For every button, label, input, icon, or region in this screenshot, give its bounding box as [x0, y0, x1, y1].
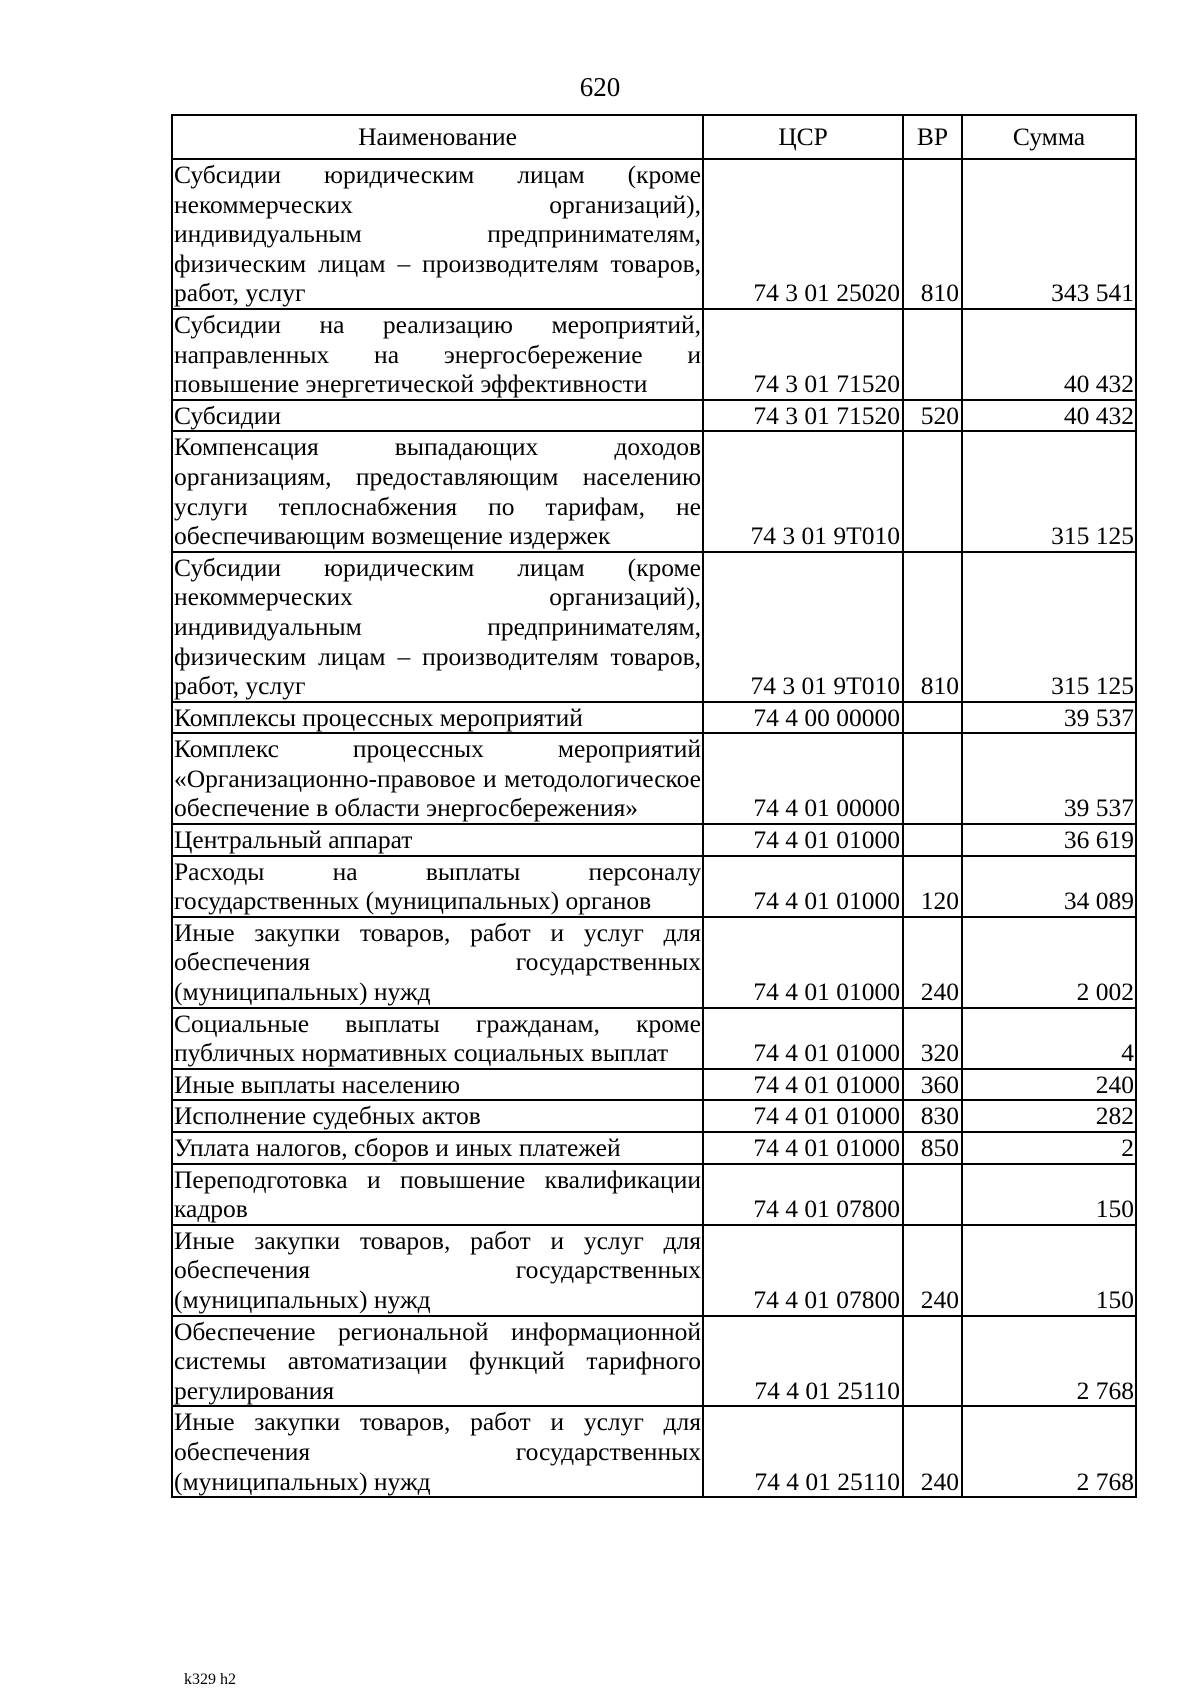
cell-vr: 830: [903, 1100, 962, 1132]
cell-sum: 4: [962, 1008, 1136, 1069]
cell-sum: 315 125: [962, 552, 1136, 702]
cell-vr: [903, 733, 962, 824]
table-row: [172, 702, 1136, 734]
column-header-csr: ЦСР: [703, 115, 903, 159]
cell-csr: 74 3 01 71520: [703, 400, 903, 432]
cell-name: Уплата налогов, сборов и иных платежей: [172, 1132, 703, 1164]
cell-name: Иные закупки товаров, работ и услуг для обеспечения государственных (муниципальных) нужд: [174, 1407, 701, 1496]
column-header-sum: Сумма: [962, 115, 1136, 159]
cell-name: Субсидии юридическим лицам (кроме некоммерческих организаций), индивидуальным предпринимателям, физическим лицам – производителям товаров, работ, услуг: [174, 552, 701, 701]
cell-sum: 2 768: [962, 1316, 1136, 1407]
table-row: [172, 1132, 1136, 1164]
table-row: [172, 1164, 1136, 1225]
cell-name: Исполнение судебных актов: [172, 1100, 703, 1132]
cell-name: Социальные выплаты гражданам, кроме публичных нормативных социальных выплат: [174, 1008, 701, 1068]
cell-name: Переподготовка и повышение квалификации кадров: [174, 1164, 701, 1224]
cell-vr: 320: [903, 1008, 962, 1069]
cell-vr: 120: [903, 856, 962, 917]
table-header: [172, 115, 1136, 159]
cell-csr: 74 4 00 00000: [703, 702, 903, 734]
cell-sum: 240: [962, 1069, 1136, 1101]
page-number: 620: [579, 72, 621, 102]
cell-sum: 282: [962, 1100, 1136, 1132]
cell-vr: [903, 309, 962, 400]
table-body: [172, 159, 1136, 1497]
cell-sum: 39 537: [962, 702, 1136, 734]
cell-sum: 34 089: [962, 856, 1136, 917]
cell-name: Расходы на выплаты персоналу государственных (муниципальных) органов: [174, 856, 701, 916]
cell-vr: 240: [903, 1225, 962, 1316]
cell-csr: 74 4 01 01000: [703, 1100, 903, 1132]
cell-name: Субсидии на реализацию мероприятий, направленных на энергосбережение и повышение энергетической эффективности: [174, 309, 701, 399]
cell-csr: 74 3 01 9Т010: [703, 431, 903, 551]
cell-sum: 150: [962, 1164, 1136, 1225]
table-row: [172, 309, 1136, 400]
cell-name: Комплекс процессных мероприятий «Организационно-правовое и методологическое обеспечение в области энергосбережения»: [174, 734, 701, 823]
cell-vr: 240: [903, 1406, 962, 1497]
table-row: [172, 856, 1136, 917]
cell-sum: 2 002: [962, 917, 1136, 1008]
cell-name: Иные закупки товаров, работ и услуг для обеспечения государственных (муниципальных) нужд: [174, 1225, 701, 1314]
table-row: [172, 1008, 1136, 1069]
cell-csr: 74 4 01 25110: [703, 1316, 903, 1407]
cell-vr: [903, 824, 962, 856]
cell-vr: [903, 1164, 962, 1225]
footer-code: k329 h2: [184, 1671, 236, 1688]
table-row: [172, 159, 1136, 309]
cell-name: Субсидии юридическим лицам (кроме некоммерческих организаций), индивидуальным предпринимателям, физическим лицам – производителям товаров, работ, услуг: [174, 160, 701, 308]
table-row: [172, 824, 1136, 856]
cell-csr: 74 4 01 01000: [703, 1132, 903, 1164]
cell-sum: 40 432: [962, 400, 1136, 432]
cell-name: Комплексы процессных мероприятий: [172, 702, 703, 734]
cell-sum: 40 432: [962, 309, 1136, 400]
cell-sum: 2: [962, 1132, 1136, 1164]
cell-vr: 810: [903, 552, 962, 702]
cell-csr: 74 4 01 01000: [703, 824, 903, 856]
cell-name: Центральный аппарат: [172, 824, 703, 856]
table-row: [172, 1225, 1136, 1316]
table-row: [172, 552, 1136, 702]
cell-name: Иные выплаты населению: [172, 1069, 703, 1101]
cell-csr: 74 4 01 07800: [703, 1164, 903, 1225]
cell-sum: 315 125: [962, 431, 1136, 551]
table-row: [172, 917, 1136, 1008]
cell-csr: 74 4 01 01000: [703, 856, 903, 917]
cell-csr: 74 3 01 9Т010: [703, 552, 903, 702]
cell-csr: 74 4 01 07800: [703, 1225, 903, 1316]
cell-name: Иные закупки товаров, работ и услуг для обеспечения государственных (муниципальных) нужд: [174, 917, 701, 1007]
budget-table: [171, 114, 1137, 1498]
cell-csr: 74 3 01 71520: [703, 309, 903, 400]
cell-name: Обеспечение региональной информационной системы автоматизации функций тарифного регулирования: [174, 1316, 701, 1405]
cell-vr: 810: [903, 159, 962, 309]
cell-csr: 74 3 01 25020: [703, 159, 903, 309]
cell-name: Компенсация выпадающих доходов организациям, предоставляющим населению услуги теплоснабжения по тарифам, не обеспечивающим возмещение издержек: [174, 432, 701, 551]
cell-csr: 74 4 01 01000: [703, 917, 903, 1008]
cell-csr: 74 4 01 00000: [703, 733, 903, 824]
column-header-vr: ВР: [903, 115, 962, 159]
cell-vr: [903, 431, 962, 551]
table-row: [172, 1100, 1136, 1132]
table-row: [172, 431, 1136, 551]
cell-vr: 360: [903, 1069, 962, 1101]
table-row: [172, 733, 1136, 824]
cell-sum: 2 768: [962, 1406, 1136, 1497]
cell-name: Субсидии: [172, 400, 703, 432]
table-row: [172, 1316, 1136, 1407]
table-row: [172, 400, 1136, 432]
table-header-row: [172, 115, 1136, 159]
cell-csr: 74 4 01 25110: [703, 1406, 903, 1497]
table-row: [172, 1069, 1136, 1101]
table-row: [172, 1406, 1136, 1497]
cell-sum: 150: [962, 1225, 1136, 1316]
cell-sum: 343 541: [962, 159, 1136, 309]
cell-vr: [903, 1316, 962, 1407]
cell-vr: 240: [903, 917, 962, 1008]
column-header-name: Наименование: [172, 115, 703, 159]
cell-vr: 520: [903, 400, 962, 432]
cell-vr: 850: [903, 1132, 962, 1164]
cell-vr: [903, 702, 962, 734]
cell-sum: 36 619: [962, 824, 1136, 856]
cell-csr: 74 4 01 01000: [703, 1069, 903, 1101]
cell-sum: 39 537: [962, 733, 1136, 824]
cell-csr: 74 4 01 01000: [703, 1008, 903, 1069]
